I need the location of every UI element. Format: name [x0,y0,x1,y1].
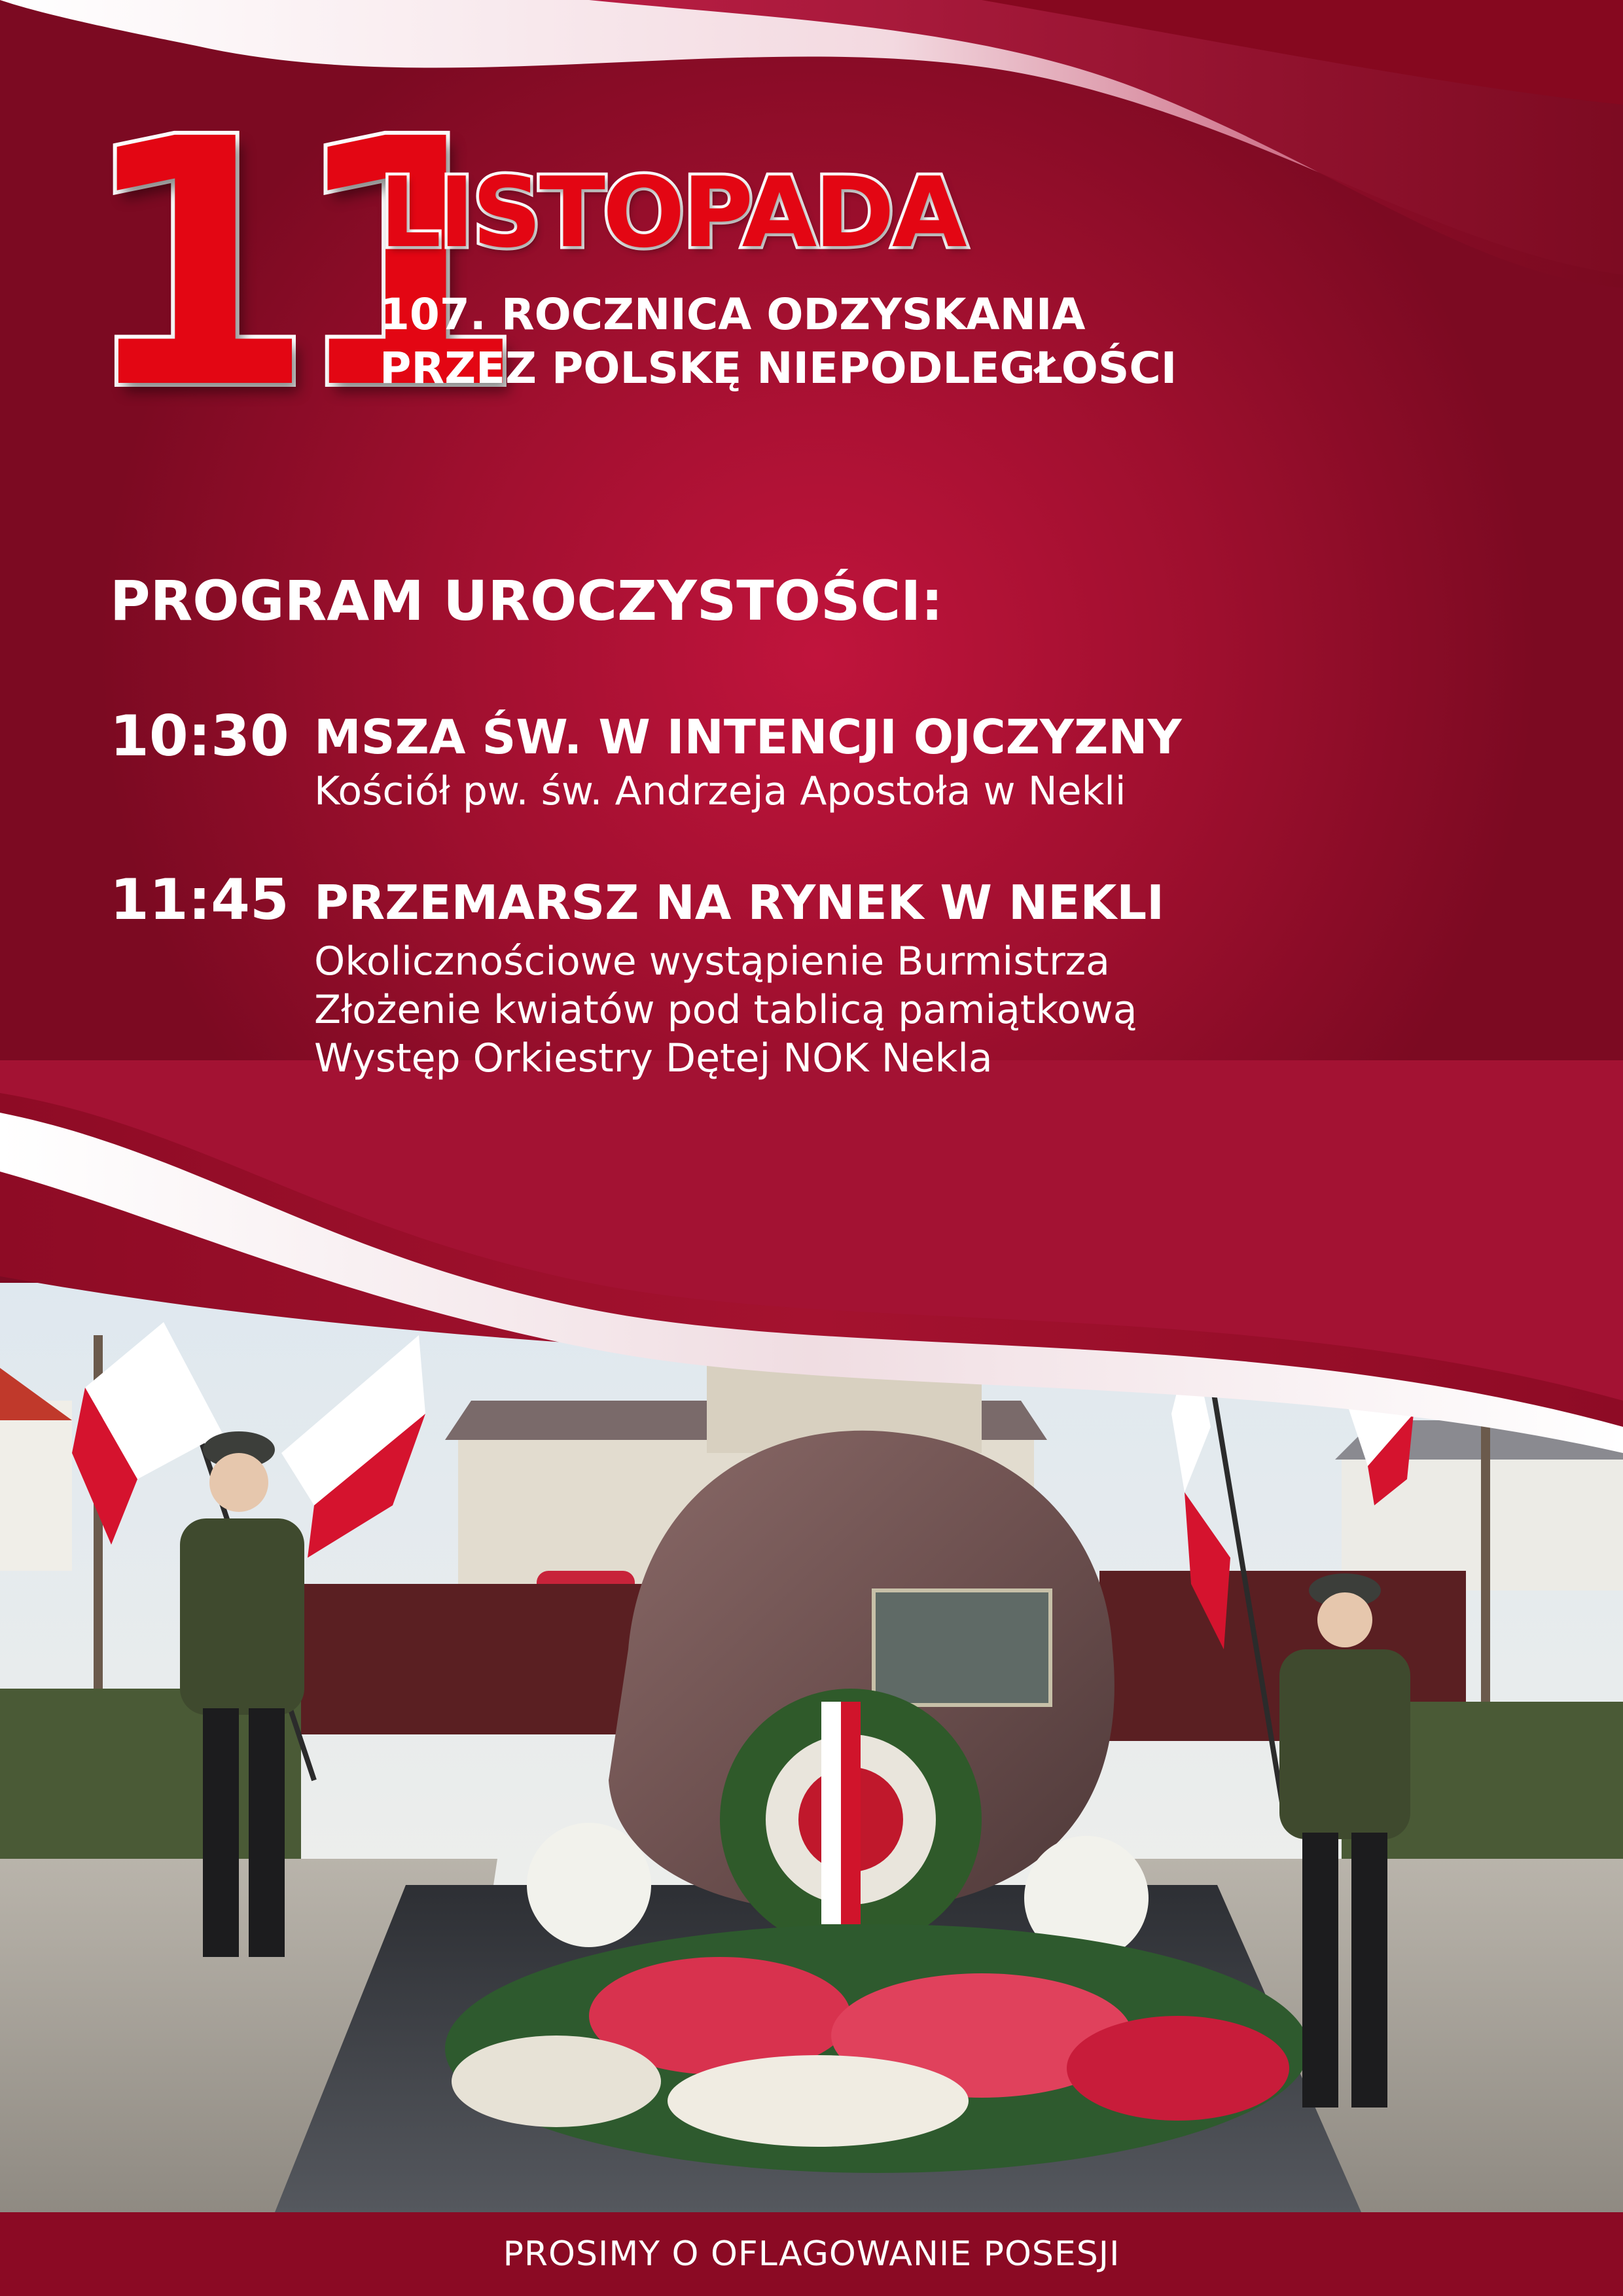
event-detail: Złożenie kwiatów pod tablicą pamiątkową [314,987,1137,1033]
anniversary-subtitle [380,288,1177,395]
footer-bar [0,2212,1623,2296]
event-detail: Kościół pw. św. Andrzeja Apostoła w Nekli [314,768,1126,814]
event-time: 10:30 [110,704,289,769]
footer-text: PROSIMY O OFLAGOWANIE POSESJI [503,2234,1120,2274]
event-detail: Okolicznościowe wystąpienie Burmistrza [314,939,1110,984]
event-title: MSZA ŚW. W INTENCJI OJCZYZNY [314,709,1182,764]
bottom-wave-decoration [0,1060,1623,1466]
month-title: LISTOPADA [380,156,965,269]
event-detail: Występ Orkiestry Dętej NOK Nekla [314,1035,993,1081]
program-heading: PROGRAM UROCZYSTOŚCI: [110,569,944,633]
event-title: PRZEMARSZ NA RYNEK W NEKLI [314,875,1164,930]
subtitle-line-2: PRZEZ POLSKĘ NIEPODLEGŁOŚCI [380,343,1177,393]
event-time: 11:45 [110,867,289,933]
day-number: 11 [79,67,500,463]
subtitle-line-1: 107. ROCZNICA ODZYSKANIA [380,289,1086,340]
